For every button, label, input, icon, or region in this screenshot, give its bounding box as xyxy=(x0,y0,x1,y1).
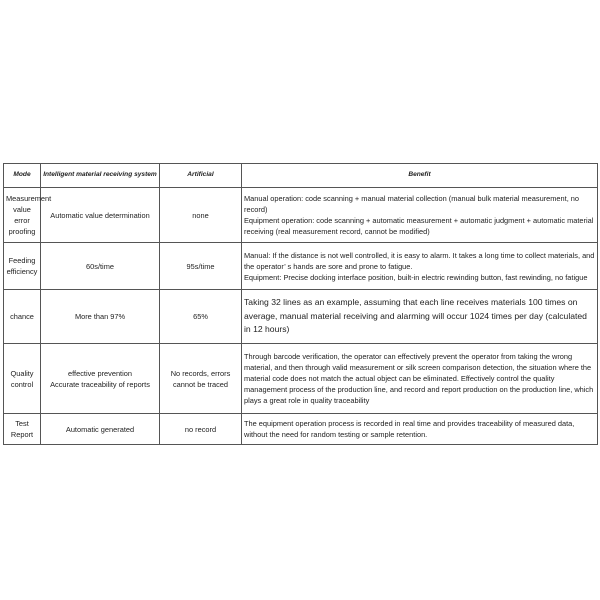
cell-intelligent: Automatic value determination xyxy=(41,188,160,243)
header-artificial: Artificial xyxy=(160,164,242,188)
cell-mode: chance xyxy=(4,290,41,344)
cell-benefit xyxy=(242,414,598,445)
cell-intelligent xyxy=(41,344,160,414)
table-row xyxy=(4,414,598,445)
benefit-line: Taking 32 lines as an example, assuming that each line receives materials 100 times on average, manual material receiving and alarming will occur 1024 times per day (calculated in 12 hours) xyxy=(244,297,587,335)
cell-artificial: No records, errors cannot be traced xyxy=(160,344,242,414)
table-row xyxy=(4,188,598,243)
cell-artificial: no record xyxy=(160,414,242,445)
comparison-table xyxy=(3,163,598,445)
cell-mode: Measurement value error proofing xyxy=(4,188,41,243)
benefit-line: Through barcode verification, the operator can effectively prevent the operator from taking the wrong material, and then through valid measurement or silk screen comparison detection, the situation where the material code does not match the actual object can be eliminated. Effectively control the quality management process of the production line, and record and report production on the production line, which plays a great role in quality traceability xyxy=(244,352,594,405)
cell-intelligent: 60s/time xyxy=(41,243,160,290)
benefit-line: The equipment operation process is recorded in real time and provides traceability of measured data, without the need for random testing or sample retention. xyxy=(244,419,575,439)
cell-artificial: 65% xyxy=(160,290,242,344)
benefit-line: Equipment: Precise docking interface position, built-in electric rewinding button, fast rewinding, no fatigue xyxy=(244,272,588,282)
cell-mode: Quality control xyxy=(4,344,41,414)
cell-artificial: none xyxy=(160,188,242,243)
cell-mode: Feeding efficiency xyxy=(4,243,41,290)
header-benefit: Benefit xyxy=(242,164,598,188)
intelligent-line: Accurate traceability of reports xyxy=(50,379,150,389)
table-row xyxy=(4,243,598,290)
benefit-line: Manual: If the distance is not well controlled, it is easy to alarm. It takes a long time to collect materials, and the operator’ s hands are sore and prone to fatigue. xyxy=(244,250,595,271)
intelligent-line: effective prevention xyxy=(68,368,132,378)
cell-benefit xyxy=(242,243,598,290)
header-row xyxy=(4,164,598,188)
header-intelligent: Intelligent material receiving system xyxy=(41,164,160,188)
header-mode: Mode xyxy=(4,164,41,188)
cell-mode: Test Report xyxy=(4,414,41,445)
benefit-line: Equipment operation: code scanning + automatic measurement + automatic judgment + automatic material receiving (real measurement record, cannot be modified) xyxy=(244,216,594,236)
cell-intelligent: Automatic generated xyxy=(41,414,160,445)
cell-benefit xyxy=(242,290,598,344)
table-row xyxy=(4,290,598,344)
cell-intelligent: More than 97% xyxy=(41,290,160,344)
cell-benefit xyxy=(242,344,598,414)
benefit-line: Manual operation: code scanning + manual material collection (manual bulk material measurement, no record) xyxy=(244,194,580,214)
cell-artificial: 95s/time xyxy=(160,243,242,290)
table-row xyxy=(4,344,598,414)
cell-benefit xyxy=(242,188,598,243)
